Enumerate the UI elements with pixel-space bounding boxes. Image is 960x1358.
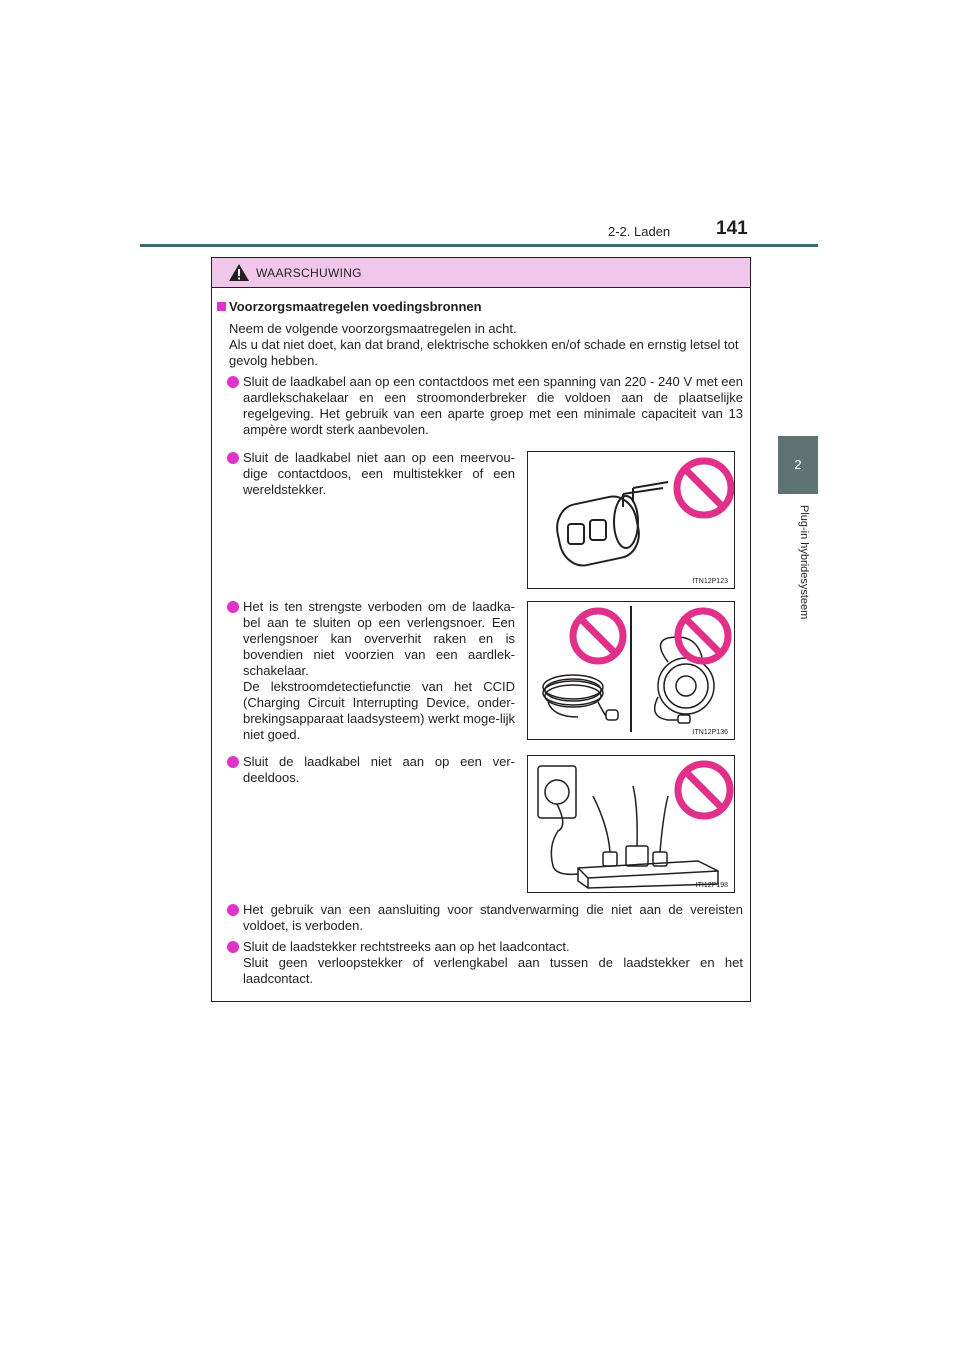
warning-header	[212, 258, 750, 288]
bullet-text: Het is ten strengste verboden om de laadka-bel aan te sluiten op een verlengsnoer. Een verlengsnoer kan oververhit raken en is bovendien niet voorzien van een aardlek-schakelaar.	[243, 599, 515, 678]
chapter-title: Plug-in hybridesysteem	[798, 505, 810, 620]
intro-line-2: Als u dat niet doet, kan dat brand, elektrische schokken en/of schade en ernstig letsel tot gevolg hebben.	[229, 337, 739, 368]
bullet-dot-icon	[227, 452, 239, 464]
intro-line-1: Neem de volgende voorzorgsmaatregelen in acht.	[229, 321, 517, 336]
figure-distribution-box	[527, 755, 735, 893]
bullet-text-continued: Sluit geen verloopstekker of verlengkabel aan tussen de laadstekker en het laadcontact.	[243, 955, 743, 986]
bullet-dot-icon	[227, 941, 239, 953]
bullet-text-continued: De lekstroomdetectiefunctie van het CCID (Charging Circuit Interrupting Device, onder-brekingsapparaat laadsysteem) werkt moge-lijk niet goed.	[243, 679, 515, 742]
warning-section-title: Voorzorgsmaatregelen voedingsbronnen	[229, 299, 482, 314]
bullet-dot-icon	[227, 376, 239, 388]
figure-code: ITN12P123	[692, 578, 728, 585]
warning-title: WAARSCHUWING	[256, 266, 362, 280]
bullet-text: Sluit de laadkabel aan op een contactdoos met een spanning van 220 - 240 V met een aardlekschakelaar en een stroomonderbreker die voldoen aan de plaatselijke regelgeving. Het gebruik van een aparte groep met een minimale capaciteit van 13 ampère wordt sterk aanbevolen.	[243, 374, 743, 437]
header-rule	[140, 244, 818, 247]
bullet-text: Sluit de laadkabel niet aan op een ver-deeldoos.	[243, 754, 515, 785]
bullet-dot-icon	[227, 756, 239, 768]
bullet-text: Sluit de laadstekker rechtstreeks aan op het laadcontact.	[243, 939, 570, 954]
warning-box	[211, 257, 751, 1002]
prohibited-icon	[678, 611, 728, 661]
warning-triangle-icon	[228, 263, 250, 282]
page-number: 141	[716, 218, 748, 239]
bullet-text: Het gebruik van een aansluiting voor standverwarming die niet aan de vereisten voldoet, is verboden.	[243, 902, 743, 933]
figure-code: ITN12P136	[692, 729, 728, 736]
figure-code: ITI12P198	[695, 882, 728, 889]
bullet-dot-icon	[227, 904, 239, 916]
figure-extension-cord	[527, 601, 735, 740]
section-title: 2-2. Laden	[608, 224, 671, 239]
chapter-tab: 2	[778, 436, 818, 494]
bullet-dot-icon	[227, 601, 239, 613]
figure-multi-plug	[527, 451, 735, 589]
prohibited-icon	[573, 611, 623, 661]
section-square-icon	[217, 302, 226, 311]
bullet-text: Sluit de laadkabel niet aan op een meervou-dige contactdoos, een multistekker of een wereldstekker.	[243, 450, 515, 497]
prohibited-icon	[677, 461, 731, 515]
prohibited-icon	[678, 764, 730, 816]
